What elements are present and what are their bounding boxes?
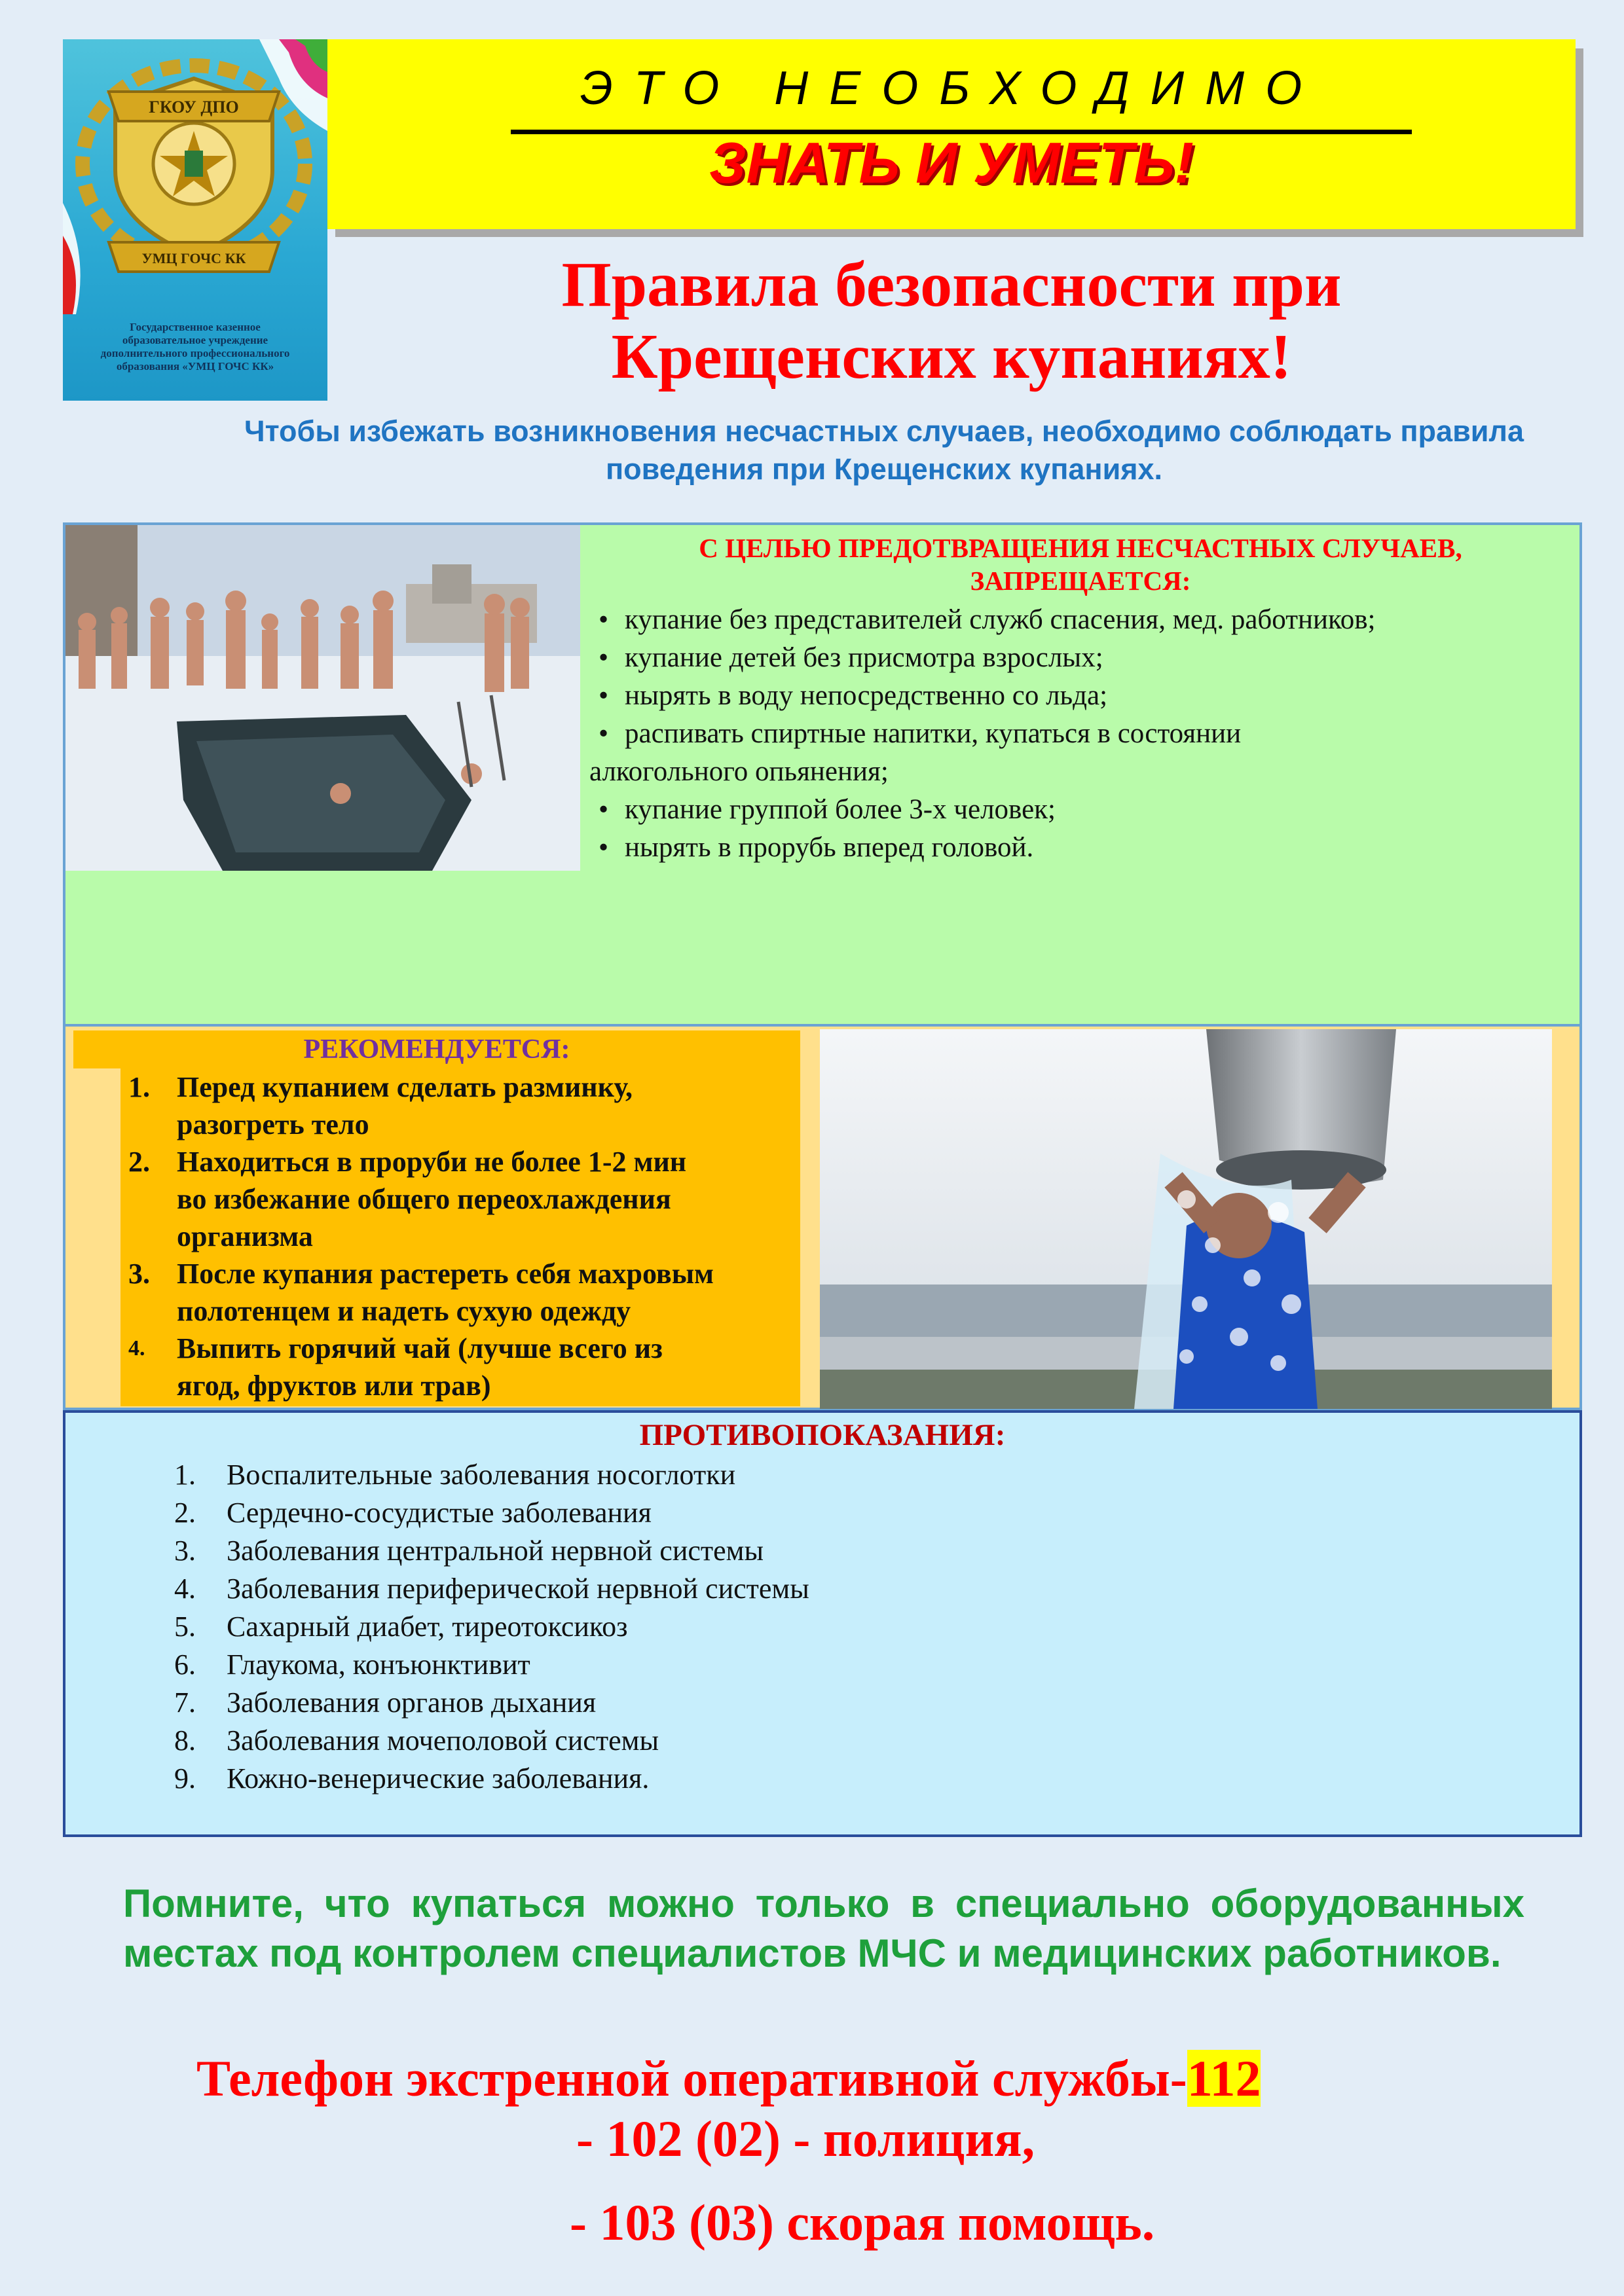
ambulance-phone-line: - 103 (03) скорая помощь. <box>570 2194 1155 2251</box>
ice-hole-image-icon <box>65 525 580 871</box>
list-item: 8. Заболевания мочеполовой системы <box>174 1724 659 1757</box>
list-item: • нырять в прорубь вперед головой. <box>589 829 1572 867</box>
recommended-heading: РЕКОМЕНДУЕТСЯ: <box>303 1034 570 1065</box>
emergency-phone-number: 112 <box>1187 2050 1261 2107</box>
list-item: • купание группой более 3-х человек; <box>589 791 1572 829</box>
list-item: 4. Заболевания периферической нервной системы <box>174 1573 809 1605</box>
banner-line1: ЭТО НЕОБХОДИМО <box>327 62 1576 115</box>
list-item: 2. Находиться в проруби не более 1-2 мин во избежание общего переохлаждения организма <box>128 1146 687 1252</box>
forbidden-heading-line1: С ЦЕЛЬЮ ПРЕДОТВРАЩЕНИЯ НЕСЧАСТНЫХ СЛУЧАЕВ, <box>699 533 1462 563</box>
contraindications-list <box>174 1456 809 1798</box>
svg-text:УМЦ ГОЧС КК: УМЦ ГОЧС КК <box>141 250 246 266</box>
header-banner <box>327 39 1576 229</box>
recommended-box-margin <box>73 1068 120 1406</box>
bucket-pour-photo <box>820 1029 1552 1409</box>
list-item: 1. Перед купанием сделать разминку, разогреть тело <box>128 1071 633 1140</box>
page-title-line2: Крещенских купаниях! <box>611 321 1292 392</box>
list-item: • купание без представителей служб спасения, мед. работников; <box>589 601 1572 639</box>
list-item: 3. Заболевания центральной нервной системы <box>174 1535 764 1567</box>
ice-hole-photo <box>65 525 580 871</box>
emergency-phone-label: Телефон экстренной оперативной службы- <box>196 2050 1187 2107</box>
list-item: • распивать спиртные напитки, купаться в состоянии алкогольного опьянения; <box>589 715 1572 791</box>
list-item: 6. Глаукома, конъюнктивит <box>174 1649 530 1681</box>
page-title-line1: Правила безопасности при <box>561 249 1342 320</box>
list-item: 9. Кожно-венерические заболевания. <box>174 1762 650 1795</box>
recommended-list <box>124 1068 799 1404</box>
forbidden-list <box>589 601 1572 867</box>
banner-line2: ЗНАТЬ И УМЕТЬ! <box>709 130 1194 195</box>
logo-caption: Государственное казенное образовательное учреждение дополнительного профессионального образования «УМЦ ГОЧС КК» <box>100 321 290 373</box>
list-item: 1. Воспалительные заболевания носоглотки <box>174 1459 736 1491</box>
forbidden-heading-line2: ЗАПРЕЩАЕТСЯ: <box>970 566 1191 596</box>
page-subtitle: Чтобы избежать возникновения несчастных случаев, необходимо соблюдать правила поведения при Крещенских купаниях. <box>244 414 1524 486</box>
list-item: 3. После купания растереть себя махровым полотенцем и надеть сухую одежду <box>128 1258 714 1327</box>
list-item: 2. Сердечно-сосудистые заболевания <box>174 1497 652 1529</box>
forbidden-block <box>589 532 1572 867</box>
emergency-phone-line <box>0 2049 1624 2108</box>
bucket-pour-image-icon <box>820 1029 1552 1409</box>
list-item: • купание детей без присмотра взрослых; <box>589 639 1572 677</box>
list-item: • нырять в воду непосредственно со льда; <box>589 677 1572 715</box>
list-item: 5. Сахарный диабет, тиреотоксикоз <box>174 1611 628 1643</box>
remember-note: Помните, что купаться можно только в специально оборудованных местах под контролем специалистов МЧС и медицинских работников. <box>123 1882 1524 1975</box>
svg-text:ГКОУ ДПО: ГКОУ ДПО <box>149 98 239 117</box>
organization-logo <box>63 39 327 401</box>
list-item: 4. Выпить горячий чай (лучше всего из ягод, фруктов или трав) <box>128 1332 663 1402</box>
list-item: 7. Заболевания органов дыхания <box>174 1686 597 1719</box>
police-phone-line: - 102 (02) - полиция, <box>576 2110 1035 2167</box>
contraindications-heading: ПРОТИВОПОКАЗАНИЯ: <box>639 1418 1006 1452</box>
